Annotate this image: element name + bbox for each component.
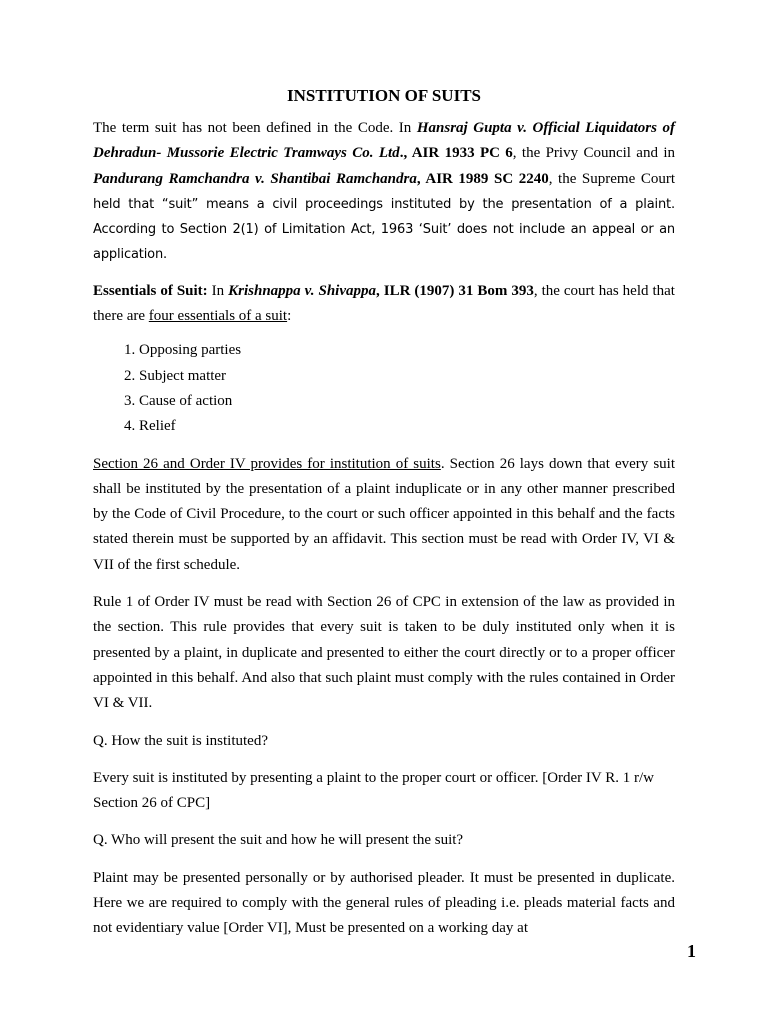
text-span: : xyxy=(287,308,292,325)
underlined-phrase: Section 26 and Order IV provides for institution of suits xyxy=(93,455,441,472)
paragraph-essentials xyxy=(93,279,675,330)
case-citation: Krishnappa v. Shivappa xyxy=(228,282,376,299)
paragraph-section-26 xyxy=(93,452,675,578)
text-span: The term suit has not been defined in the Code. In xyxy=(93,120,417,136)
paragraph-definition xyxy=(93,116,675,268)
page-number: 1 xyxy=(687,941,696,961)
document-title: INSTITUTION OF SUITS xyxy=(287,86,481,105)
citation-reference: ., AIR 1933 PC 6 xyxy=(399,145,513,162)
text-span: held that “suit” means a civil proceedings instituted by the presentation of a plaint. According to Section 2(1) of Limitation Act, 1963 ‘Suit’ does not include an appeal or an application. xyxy=(93,196,675,263)
answer-2: Plaint may be presented personally or by authorised pleader. It must be presented in duplicate. Here we are required to comply with the general rules of pleading i.e. pleads material facts and not evidentiary value [Order VI], Must be presented on a working day at xyxy=(93,869,675,937)
list-item: 4. Relief xyxy=(139,414,675,439)
list-item: 3. Cause of action xyxy=(139,389,675,414)
text-span: , the court has held that there are xyxy=(93,282,675,325)
text-span: In xyxy=(207,282,229,299)
list-item: 1. Opposing parties xyxy=(139,338,675,363)
text-span: . Section 26 lays down that every suit shall be instituted by the presentation of a plaint induplicate or in any other manner prescribed by the Code of Civil Procedure, to the court or such officer appointed in this behalf and the facts stated therein must be supported by an affidavit. This section must be read with Order IV, VI & VII of the first schedule. xyxy=(93,455,676,573)
document-body xyxy=(93,116,675,942)
citation-reference: , AIR 1989 SC 2240 xyxy=(416,170,549,187)
citation-reference: , ILR (1907) 31 Bom 393 xyxy=(376,282,534,299)
essentials-list xyxy=(93,338,675,439)
essentials-label: Essentials of Suit: xyxy=(93,282,208,299)
text-span: , the Privy Council and in xyxy=(512,145,675,162)
text-span: , the Supreme Court xyxy=(548,170,675,187)
answer-1: Every suit is instituted by presenting a plaint to the proper court or officer. [Order IV R. 1 r/w Section 26 of CPC] xyxy=(93,769,654,812)
case-citation: Pandurang Ramchandra v. Shantibai Ramchandra xyxy=(93,170,417,187)
question-2: Q. Who will present the suit and how he will present the suit? xyxy=(93,832,464,849)
underlined-phrase: four essentials of a suit xyxy=(148,308,288,325)
question-1: Q. How the suit is instituted? xyxy=(93,732,268,749)
list-item: 2. Subject matter xyxy=(139,364,675,389)
paragraph-rule-1: Rule 1 of Order IV must be read with Section 26 of CPC in extension of the law as provided in the section. This rule provides that every suit is taken to be duly instituted only when it is presented by a plaint, in duplicate and presented to either the court directly or to a proper officer appointed in this behalf. And also that such plaint must comply with the rules contained in Order VI & VII. xyxy=(93,594,675,712)
case-citation: Hansraj Gupta v. Official Liquidators of Dehradun- Mussorie Electric Tramways Co. Ltd xyxy=(93,120,676,162)
